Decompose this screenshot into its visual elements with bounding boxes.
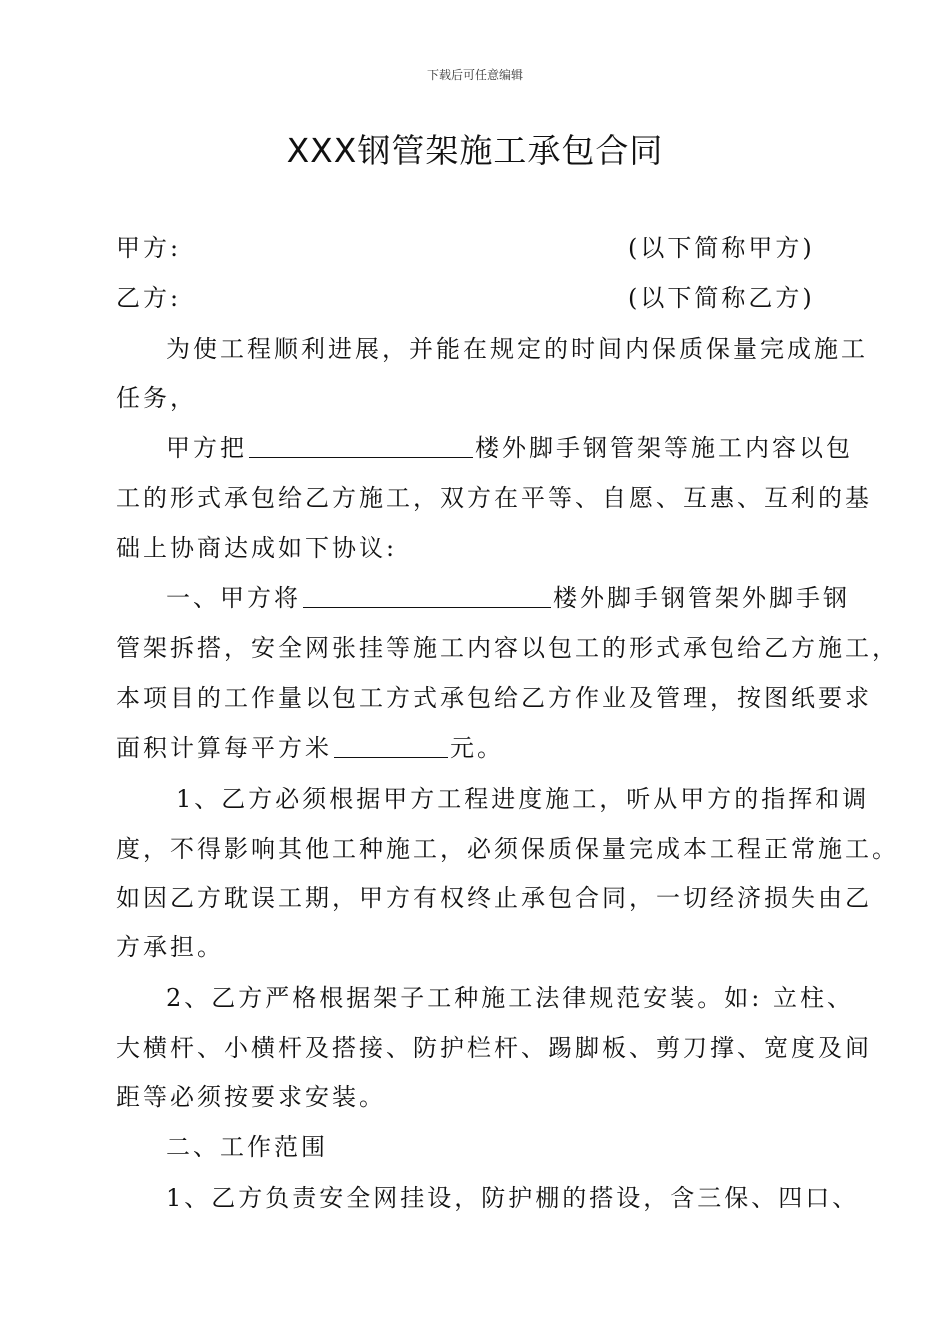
agreement-line-3: 础上协商达成如下协议:: [116, 534, 398, 562]
header-note: 下载后可任意编辑: [426, 68, 523, 82]
item1-line-3: 如因乙方耽误工期，甲方有权终止承包合同，一切经济损失由乙: [116, 884, 872, 912]
item2-line-2: 大横杆、小横杆及搭接、防护栏杆、踢脚板、剪刀撑、宽度及间: [116, 1034, 872, 1062]
price-per-sqm-blank[interactable]: [334, 733, 448, 758]
section1-project-blank[interactable]: [303, 583, 551, 608]
intro-line-2: 任务，: [116, 384, 197, 412]
section1-line-4: [116, 733, 836, 763]
agreement-text-pre: 甲方把: [166, 434, 247, 462]
item2-line-3: 距等必须按要求安装。: [116, 1083, 386, 1111]
agreement-line-1: [116, 433, 853, 463]
section1-text-post: 楼外脚手钢管架外脚手钢: [553, 584, 850, 612]
section1-text-pre: 一、甲方将: [166, 584, 301, 612]
section1-line-3: 本项目的工作量以包工方式承包给乙方作业及管理，按图纸要求: [116, 684, 872, 712]
party-a-note: (以下简称甲方): [628, 234, 815, 262]
item2-line-1: 2、乙方严格根据架子工种施工法律规范安装。如: 立柱、: [166, 984, 854, 1012]
document-title: XXX钢管架施工承包合同: [286, 131, 664, 170]
party-b-line: [116, 283, 836, 313]
agreement-text-post: 楼外脚手钢管架等施工内容以包: [475, 434, 853, 462]
section1-line-2: 管架拆搭，安全网张挂等施工内容以包工的形式承包给乙方施工，: [116, 634, 899, 662]
section2-heading: 二、工作范围: [166, 1133, 328, 1161]
party-b-note: (以下简称乙方): [628, 284, 815, 312]
project-name-blank[interactable]: [249, 433, 473, 458]
party-a-line: [116, 233, 836, 263]
section1-rate-text: 面积计算每平方米: [116, 734, 332, 762]
intro-line-1: 为使工程顺利进展，并能在规定的时间内保质保量完成施工: [166, 335, 868, 363]
item1-line-1: 1、乙方必须根据甲方工程进度施工，听从甲方的指挥和调: [176, 785, 870, 813]
item1-line-4: 方承担。: [116, 933, 224, 961]
section1-line-1: [116, 583, 850, 613]
party-a-label: 甲方:: [116, 234, 182, 262]
section1-rate-unit: 元。: [450, 734, 504, 762]
agreement-line-2: 工的形式承包给乙方施工，双方在平等、自愿、互惠、互利的基: [116, 484, 872, 512]
party-b-label: 乙方:: [116, 284, 182, 312]
scope1-line-1: 1、乙方负责安全网挂设，防护棚的搭设，含三保、四口、: [166, 1184, 860, 1212]
item1-line-2: 度，不得影响其他工种施工，必须保质保量完成本工程正常施工。: [116, 835, 899, 863]
